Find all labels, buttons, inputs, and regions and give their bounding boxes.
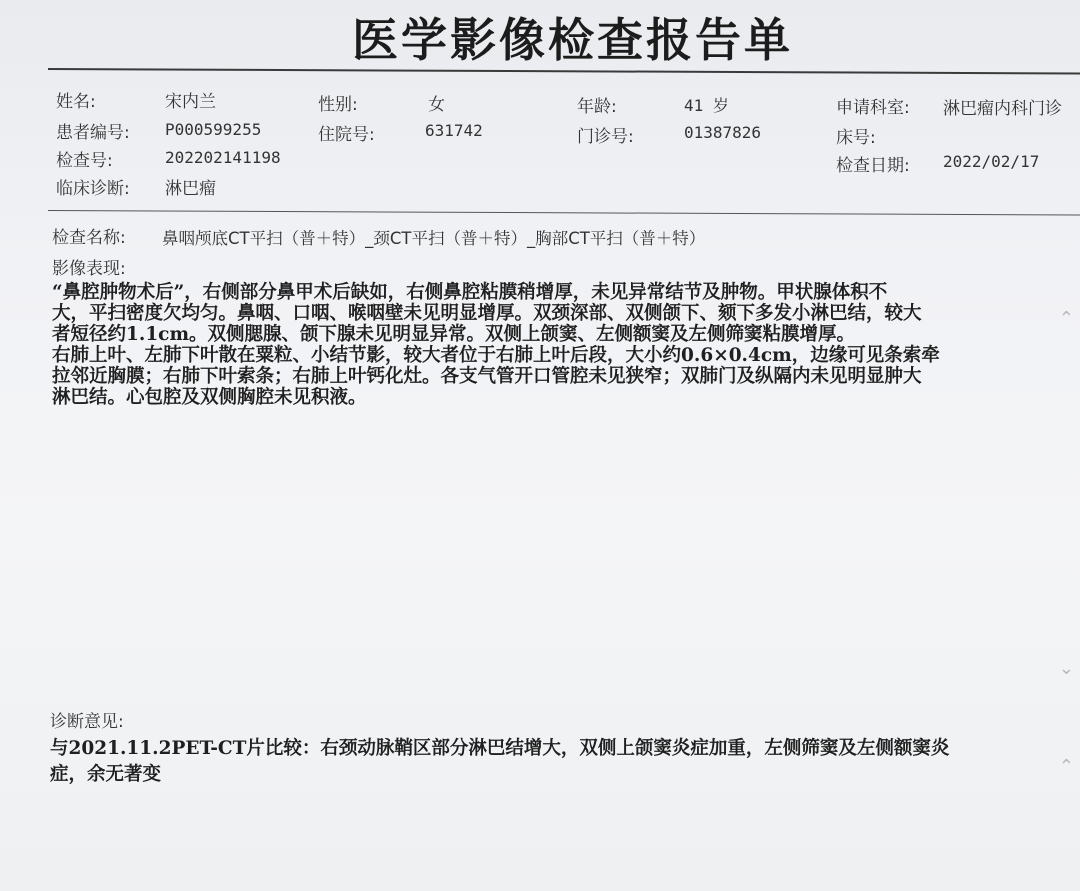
chevron-up-icon[interactable]: ⌃ <box>1058 308 1074 329</box>
outpatient-no: 01387826 <box>684 123 762 142</box>
header-divider <box>48 210 1080 216</box>
patient-name: 宋内兰 <box>165 92 216 112</box>
findings-text <box>52 282 1062 408</box>
findings-line: 右肺上叶、左肺下叶散在粟粒、小结节影，较大者位于右肺上叶后段，大小约0.6×0.4cm，边缘可见条索牵 <box>52 345 940 366</box>
diagnosis-line: 症，余无著变 <box>50 764 162 785</box>
name-label: 姓名: <box>56 92 96 112</box>
findings-line: 淋巴结。心包腔及双侧胸腔未见积液。 <box>52 387 367 408</box>
patient-sex: 女 <box>428 95 445 115</box>
findings-line: 者短径约1.1cm。双侧腮腺、颌下腺未见明显异常。双侧上颌窦、左侧额窦及左侧筛窦粘膜增厚。 <box>52 324 856 345</box>
age-label: 年龄: <box>577 97 617 117</box>
diagnosis-text <box>50 736 1050 788</box>
exam-date: 2022/02/17 <box>943 152 1040 171</box>
patient-no: P000599255 <box>165 120 262 139</box>
inpatient-no: 631742 <box>425 121 483 140</box>
outpatient-no-label: 门诊号: <box>577 127 634 147</box>
findings-line: 拉邻近胸膜；右肺下叶索条；右肺上叶钙化灶。各支气管开口管腔未见狭窄；双肺门及纵隔内未见明显肿大 <box>52 366 922 387</box>
exam-date-label: 检查日期: <box>836 156 910 176</box>
findings-line: “鼻腔肿物术后”，右侧部分鼻甲术后缺如，右侧鼻腔粘膜稍增厚，未见异常结节及肿物。甲状腺体积不 <box>52 282 888 303</box>
exam-no: 202202141198 <box>165 148 281 167</box>
inpatient-no-label: 住院号: <box>318 125 375 145</box>
chevron-down-icon[interactable]: ⌄ <box>1058 658 1074 679</box>
sex-label: 性别: <box>318 95 358 115</box>
patient-no-label: 患者编号: <box>56 123 130 143</box>
diagnosis-label: 诊断意见: <box>50 712 124 732</box>
clinical-dx: 淋巴瘤 <box>165 179 216 199</box>
patient-age: 41 岁 <box>684 96 729 115</box>
exam-name: 鼻咽颅底CT平扫（普＋特）_颈CT平扫（普＋特）_胸部CT平扫（普＋特） <box>162 229 706 248</box>
clinical-dx-label: 临床诊断: <box>56 179 130 199</box>
diagnosis-line: 与2021.11.2PET-CT片比较：右颈动脉鞘区部分淋巴结增大，双侧上颌窦炎症加重，左侧筛窦及左侧额窦炎 <box>50 738 950 759</box>
exam-name-label: 检查名称: <box>52 228 126 248</box>
findings-label: 影像表现: <box>52 259 126 279</box>
exam-no-label: 检查号: <box>56 151 113 171</box>
dept-label: 申请科室: <box>836 98 910 118</box>
report-title: 医学影像检查报告单 <box>352 13 793 67</box>
findings-line: 大，平扫密度欠均匀。鼻咽、口咽、喉咽壁未见明显增厚。双颈深部、双侧颌下、颏下多发小淋巴结，较大 <box>52 303 922 324</box>
chevron-up-icon[interactable]: ⌃ <box>1058 756 1074 777</box>
bed-label: 床号: <box>836 128 876 148</box>
dept-value: 淋巴瘤内科门诊 <box>943 99 1062 119</box>
